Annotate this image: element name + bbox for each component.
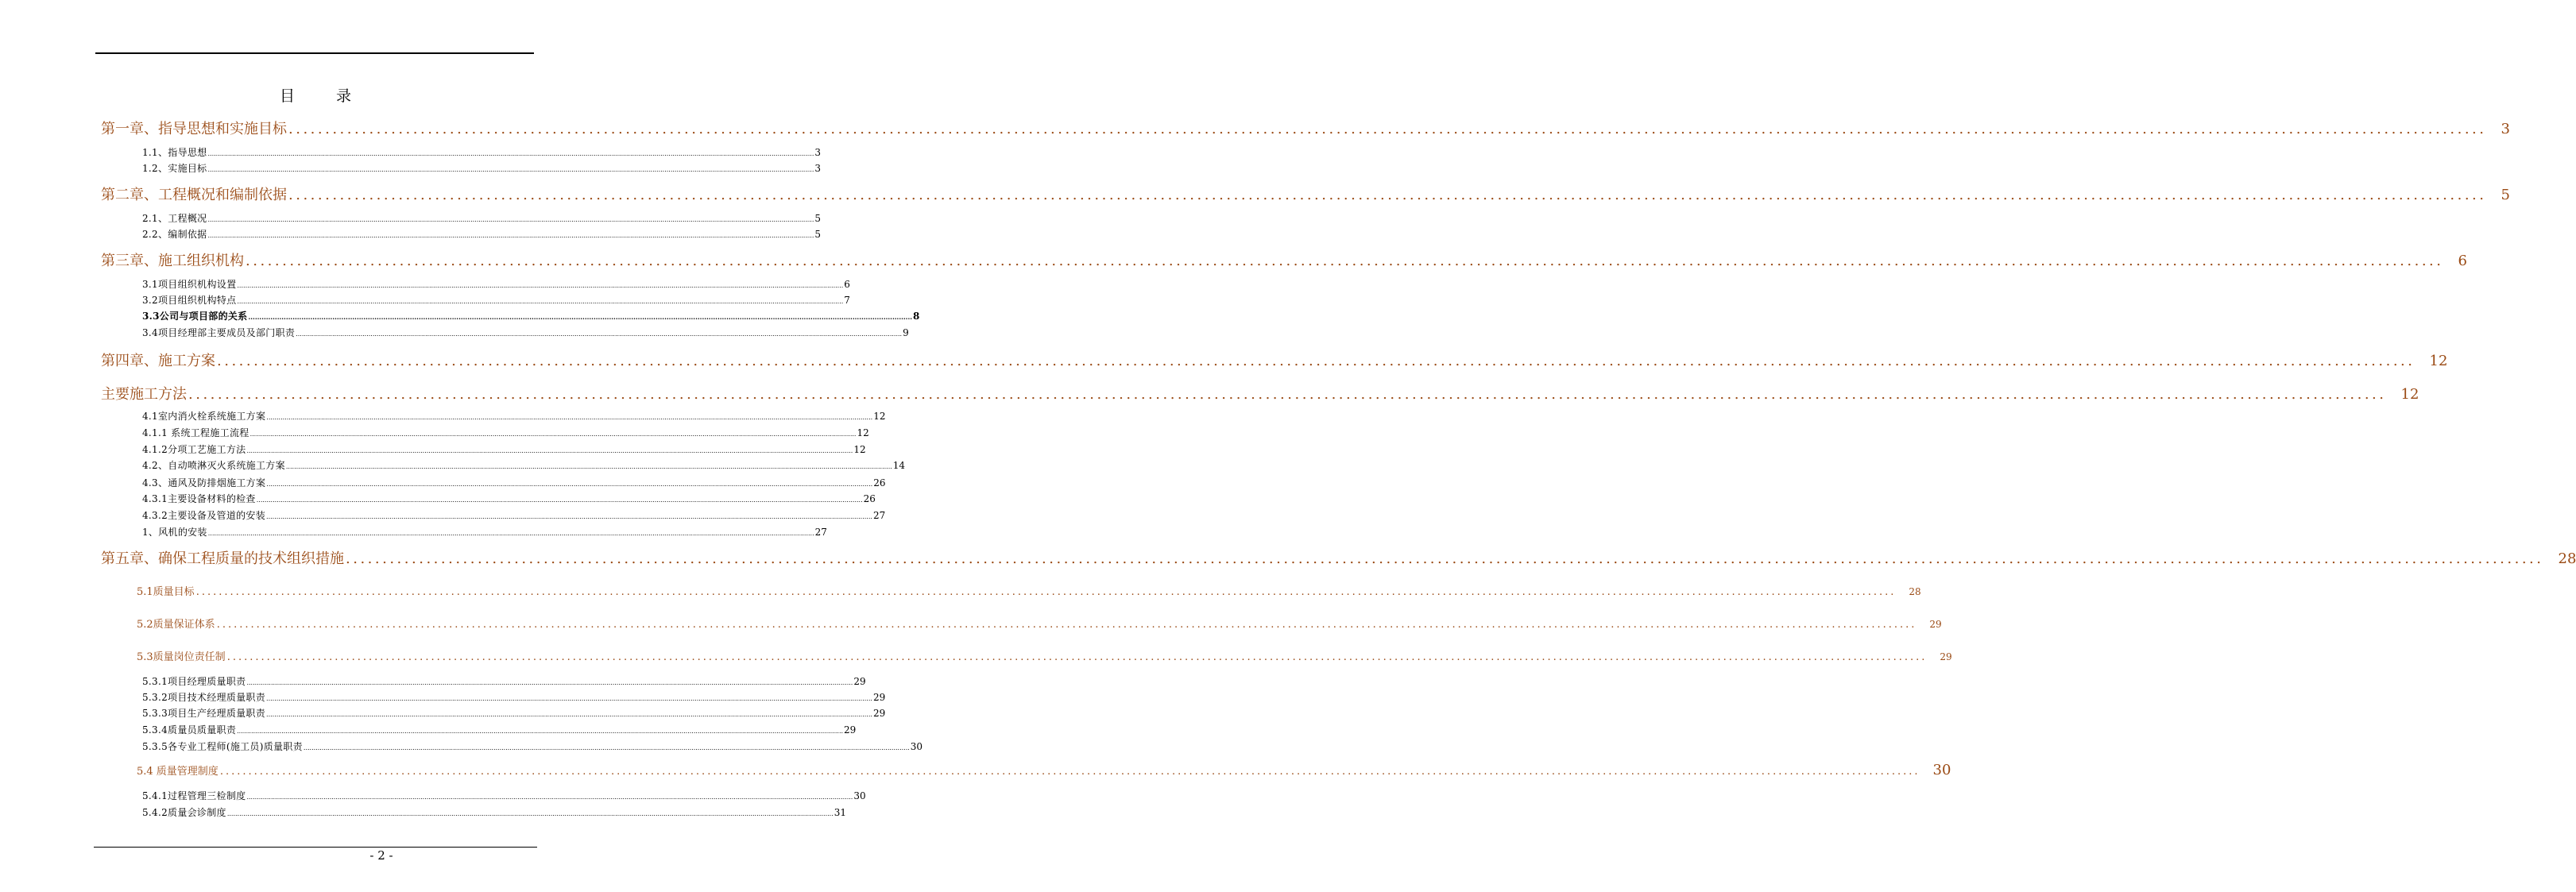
toc-entry-title: 5.3.1项目经理质量职责	[142, 676, 246, 687]
toc-entry-title: 第四章、施工方案	[101, 353, 215, 369]
toc-leader-dots: ............................................................................................................................................................................................................................................................................................................	[346, 550, 2544, 567]
toc-entry-title: 4.3.2主要设备及管道的安装	[142, 510, 266, 521]
toc-entry-title: 5.4.1过程管理三检制度	[142, 790, 246, 801]
toc-entry[interactable]	[142, 805, 847, 820]
toc-leader-dots: ............................................................................................................................................................................................................................................................................................................	[246, 447, 853, 454]
toc-leader-dots: ............................................................................................................................................................................................................................................................................................................	[207, 232, 814, 239]
toc-leader-dots: ............................................................................................................................................................................................................................................................................................................	[207, 166, 814, 173]
toc-entry-title: 4.1.1 系统工程施工流程	[142, 427, 249, 438]
toc-entry[interactable]	[137, 762, 1951, 778]
toc-entry-title: 5.4.2质量会诊制度	[142, 807, 226, 818]
toc-entry-title: 3.3公司与项目部的关系	[142, 311, 248, 322]
toc-leader-dots: ............................................................................................................................................................................................................................................................................................................	[266, 481, 873, 488]
toc-entry-page: 29	[1929, 619, 1942, 630]
toc-entry-page: 27	[872, 510, 886, 521]
toc-entry-page: 9	[903, 327, 909, 338]
toc-leader-dots: ............................................................................................................................................................................................................................................................................................................	[207, 530, 814, 537]
toc-entry-page: 30	[1932, 762, 1951, 778]
toc-entry-page: 5	[2501, 187, 2510, 203]
toc-entry-title: 1、风机的安装	[142, 527, 207, 538]
toc-leader-dots: ............................................................................................................................................................................................................................................................................................................	[266, 414, 873, 421]
toc-entry[interactable]	[142, 706, 886, 720]
toc-entry-page: 31	[834, 807, 847, 818]
toc-leader-dots: ............................................................................................................................................................................................................................................................................................................	[207, 216, 814, 223]
toc-leader-dots: ............................................................................................................................................................................................................................................................................................................	[217, 353, 2415, 369]
toc-entry-page: 26	[863, 493, 876, 504]
toc-leader-dots: ............................................................................................................................................................................................................................................................................................................	[266, 695, 872, 702]
toc-leader-dots: ............................................................................................................................................................................................................................................................................................................	[237, 282, 844, 289]
toc-leader-dots: ............................................................................................................................................................................................................................................................................................................	[249, 431, 857, 438]
toc-entry[interactable]	[101, 383, 2419, 404]
toc-entry[interactable]	[142, 409, 886, 423]
footer-rule	[94, 847, 537, 848]
toc-entry[interactable]	[142, 674, 866, 689]
toc-entry-title: 4.1.2分项工艺施工方法	[142, 444, 246, 455]
toc-entry-title: 5.1质量目标	[137, 586, 195, 598]
toc-entry[interactable]	[101, 249, 2467, 270]
toc-leader-dots: ............................................................................................................................................................................................................................................................................................................	[237, 298, 844, 305]
toc-leader-dots: ............................................................................................................................................................................................................................................................................................................	[246, 253, 2444, 269]
toc-entry-page: 26	[873, 477, 886, 488]
toc-leader-dots: ............................................................................................................................................................................................................................................................................................................	[246, 794, 853, 801]
toc-entry[interactable]	[142, 739, 923, 754]
page-title: 目录	[279, 87, 393, 105]
toc-entry[interactable]	[101, 118, 2510, 138]
toc-entry-title: 3.2项目组织机构特点	[142, 295, 237, 306]
toc-entry-title: 4.2、自动喷淋灭火系统施工方案	[142, 460, 285, 471]
toc-entry-page: 12	[853, 444, 866, 455]
toc-entry-title: 1.2、实施目标	[142, 163, 207, 174]
toc-entry-title: 2.1、工程概况	[142, 213, 207, 224]
toc-entry-title: 1.1、指导思想	[142, 147, 207, 158]
toc-entry-title: 5.3.4质量员质量职责	[142, 724, 237, 736]
toc-leader-dots: ............................................................................................................................................................................................................................................................................................................	[246, 679, 853, 686]
toc-leader-dots: ............................................................................................................................................................................................................................................................................................................	[256, 496, 863, 504]
toc-leader-dots: ............................................................................................................................................................................................................................................................................................................	[288, 121, 2487, 137]
toc-leader-dots: ............................................................................................................................................................................................................................................................................................................	[266, 711, 872, 718]
toc-entry-title: 第二章、工程概况和编制依据	[101, 187, 287, 203]
toc-leader-dots: ............................................................................................................................................................................................................................................................................................................	[303, 744, 910, 751]
toc-leader-dots: ............................................................................................................................................................................................................................................................................................................	[219, 766, 1920, 778]
toc-entry[interactable]	[101, 183, 2510, 204]
toc-entry-title: 5.2质量保证体系	[137, 619, 215, 631]
toc-entry-page: 5	[814, 213, 822, 224]
toc-entry[interactable]	[142, 145, 822, 160]
toc-entry[interactable]	[101, 547, 2576, 568]
toc-entry[interactable]	[142, 211, 822, 226]
toc-entry-page: 30	[853, 790, 866, 801]
toc-entry-title: 5.3.2项目技术经理质量职责	[142, 692, 266, 703]
toc-entry[interactable]	[137, 583, 1921, 599]
toc-entry-title: 2.2、编制依据	[142, 229, 207, 240]
toc-entry-title: 5.3.3项目生产经理质量职责	[142, 708, 266, 719]
toc-entry-page: 12	[857, 427, 869, 438]
toc-entry-page: 6	[2458, 253, 2467, 269]
toc-entry-title: 第一章、指导思想和实施目标	[101, 121, 287, 137]
toc-entry[interactable]	[142, 442, 866, 457]
toc-entry-title: 主要施工方法	[101, 386, 187, 403]
toc-entry-page: 29	[844, 724, 857, 736]
toc-entry-page: 29	[872, 692, 886, 703]
toc-entry[interactable]	[142, 789, 866, 803]
toc-entry[interactable]	[142, 161, 822, 176]
toc-entry[interactable]	[142, 309, 920, 323]
toc-entry-page: 12	[2400, 386, 2419, 403]
toc-entry[interactable]	[101, 349, 2448, 370]
toc-leader-dots: ............................................................................................................................................................................................................................................................................................................	[188, 386, 2387, 403]
toc-entry-title: 第三章、施工组织机构	[101, 253, 244, 269]
toc-entry-page: 5	[814, 229, 822, 240]
toc-leader-dots: ............................................................................................................................................................................................................................................................................................................	[226, 651, 1928, 663]
toc-entry-page: 6	[844, 279, 850, 290]
toc-entry-page: 29	[853, 676, 866, 687]
toc-entry-page: 29	[872, 708, 886, 719]
toc-entry[interactable]	[142, 277, 850, 292]
toc-entry[interactable]	[142, 690, 886, 705]
toc-leader-dots: ............................................................................................................................................................................................................................................................................................................	[216, 619, 1917, 631]
toc-entry-title: 5.4 质量管理制度	[137, 766, 219, 778]
toc-entry-page: 3	[2501, 121, 2510, 137]
toc-leader-dots: ............................................................................................................................................................................................................................................................................................................	[266, 513, 872, 520]
toc-entry-page: 28	[1909, 586, 1921, 597]
toc-entry[interactable]	[142, 508, 886, 523]
toc-leader-dots: ............................................................................................................................................................................................................................................................................................................	[237, 728, 844, 735]
toc-entry[interactable]	[137, 648, 1952, 664]
toc-entry-title: 4.3.1主要设备材料的检查	[142, 493, 256, 504]
toc-entry[interactable]	[142, 458, 906, 473]
toc-leader-dots: ............................................................................................................................................................................................................................................................................................................	[288, 187, 2487, 203]
page-number: - 2 -	[369, 848, 393, 863]
toc-entry-page: 27	[814, 527, 827, 538]
toc-entry-title: 5.3.5各专业工程师(施工员)质量职责	[142, 741, 303, 752]
toc-entry-page: 14	[892, 460, 906, 471]
toc-entry-title: 5.3质量岗位责任制	[137, 651, 226, 663]
toc-entry-title: 3.4项目经理部主要成员及部门职责	[142, 327, 296, 338]
toc-entry[interactable]	[142, 476, 886, 490]
toc-entry-page: 29	[1940, 651, 1952, 662]
toc-entry-page: 28	[2558, 550, 2576, 567]
toc-leader-dots: ............................................................................................................................................................................................................................................................................................................	[207, 150, 814, 157]
toc-leader-dots: ............................................................................................................................................................................................................................................................................................................	[248, 313, 913, 321]
toc-entry-title: 4.3、通风及防排烟施工方案	[142, 477, 266, 488]
toc-entry-page: 7	[844, 295, 850, 306]
toc-leader-dots: ............................................................................................................................................................................................................................................................................................................	[296, 330, 903, 338]
toc-entry[interactable]	[142, 227, 822, 241]
toc-entry[interactable]	[137, 616, 1942, 631]
toc-entry[interactable]	[142, 492, 876, 506]
toc-leader-dots: ............................................................................................................................................................................................................................................................................................................	[285, 463, 892, 470]
toc-entry-title: 4.1室内消火栓系统施工方案	[142, 411, 266, 422]
header-rule	[95, 52, 534, 54]
toc-leader-dots: ............................................................................................................................................................................................................................................................................................................	[226, 810, 834, 817]
toc-leader-dots: ............................................................................................................................................................................................................................................................................................................	[195, 586, 1897, 598]
toc-entry-page: 30	[910, 741, 923, 752]
toc-entry[interactable]	[142, 293, 850, 307]
toc-entry-page: 3	[814, 147, 822, 158]
toc-entry[interactable]	[142, 326, 909, 340]
toc-entry-title: 3.1项目组织机构设置	[142, 279, 237, 290]
toc-entry[interactable]	[142, 723, 857, 737]
toc-entry[interactable]	[142, 525, 827, 539]
toc-entry-page: 12	[2429, 353, 2448, 369]
toc-entry-page: 12	[873, 411, 886, 422]
toc-entry[interactable]	[142, 426, 869, 440]
toc-entry-page: 3	[814, 163, 822, 174]
toc-entry-page: 8	[913, 311, 920, 322]
toc-entry-title: 第五章、确保工程质量的技术组织措施	[101, 550, 344, 567]
